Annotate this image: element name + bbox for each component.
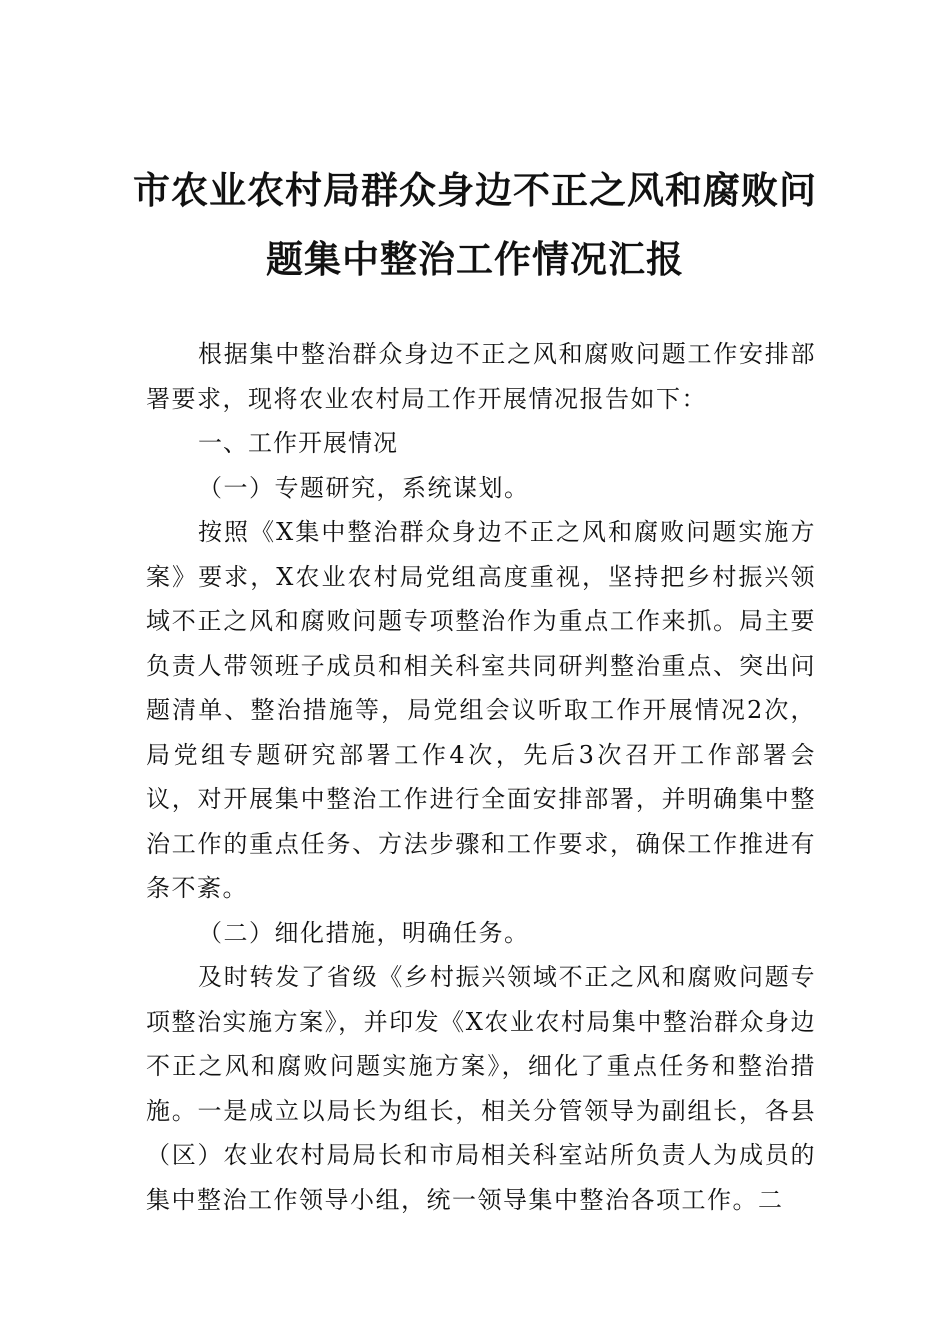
subsection-2-paragraph: 及时转发了省级《乡村振兴领域不正之风和腐败问题专项整治实施方案》，并印发《X农业农村局集中整治群众身边不正之风和腐败问题实施方案》，细化了重点任务和整治措施。一是成立以局长为组长，相关分管领导为副组长，各县（区）农业农村局局长和市局相关科室站所负责人为成员的集中整治工作领导小组，统一领导集中整治各项工作。二 (146, 963, 816, 1214)
document-title-line-2: 题集中整治工作情况汇报 (266, 237, 684, 281)
section-heading-work-progress: 一、工作开展情况 (198, 429, 398, 457)
subsection-heading-1: （一）专题研究，系统谋划。 (198, 473, 530, 502)
intro-paragraph: 根据集中整治群众身边不正之风和腐败问题工作安排部署要求，现将农业农村局工作开展情况报告如下： (146, 340, 816, 413)
document-body (146, 332, 816, 1222)
subsection-1-paragraph: 按照《X集中整治群众身边不正之风和腐败问题实施方案》要求，X农业农村局党组高度重视，坚持把乡村振兴领域不正之风和腐败问题专项整治作为重点工作来抓。局主要负责人带领班子成员和相关科室共同研判整治重点、突出问题清单、整治措施等，局党组会议听取工作开展情况2次，局党组专题研究部署工作4次，先后3次召开工作部署会议，对开展集中整治工作进行全面安排部署，并明确集中整治工作的重点任务、方法步骤和工作要求，确保工作推进有条不紊。 (146, 518, 816, 902)
subsection-heading-2: （二）细化措施，明确任务。 (198, 918, 530, 947)
document-title-line-1: 市农业农村局群众身边不正之风和腐败问 (133, 168, 817, 212)
